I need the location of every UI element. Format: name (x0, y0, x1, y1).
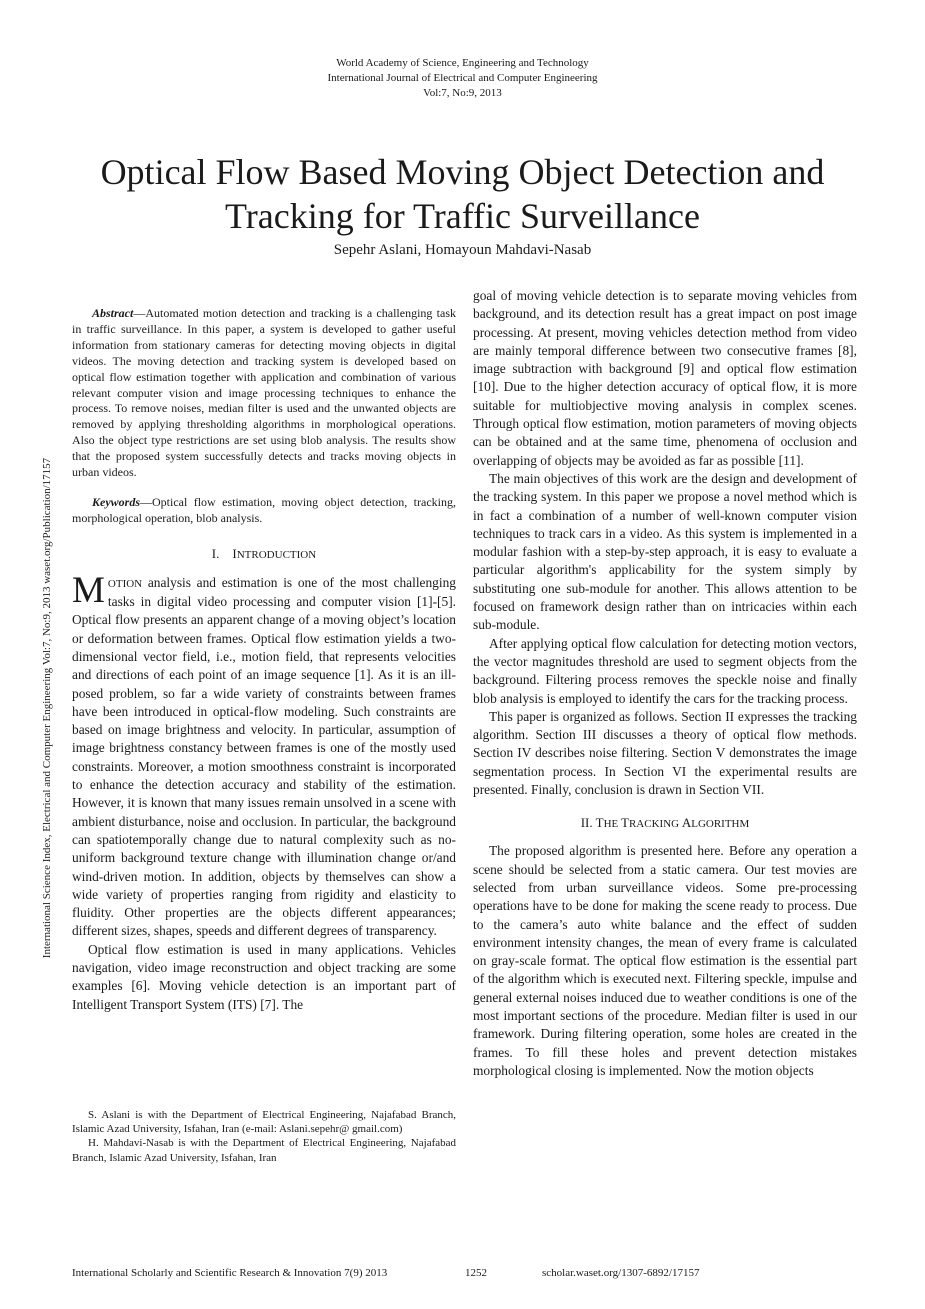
intro-paragraph-1-text: analysis and estimation is one of the most challenging tasks in digital video processing and computer vision [1]-[5]. Optical flow presents an apparent change of a moving object’s location or deformation between frames. Optical flow estimation yields a two-dimensional vector field, i.e., motion field, that represents velocities and directions of each point of an image sequence [1]. As it is an ill-posed problem, so far a wide variety of constraints between frames have been introduced in optical-flow modeling. Such constraints are based on image brightness and velocity. In particular, assumption of image brightness constancy between frames is one of the mostly used constraints. Moreover, a motion smoothness constraint is incorporated to enhance the detection accuracy and stability of the estimation. However, it is known that many issues remain unsolved in a scene with ambient disturbance, noise and occlusion. In particular, the background can spatiotemporally change due to natural complexity such as no-uniform background texture change with illumination change or/and wind-driven motion. In addition, objects by themselves can show a wide variety of properties ranging from rigidity and elasticity to fluidity. Other properties are the objects different appearances; different sizes, shapes, speeds and different degrees of transparency. (72, 574, 456, 939)
right-paragraph-2: The main objectives of this work are the design and development of the tracking system. In this paper we propose a novel method which is in fact a combination of a number of well-known computer vision techniques to track cars in a video. As this system is implemented in a modular fashion with a step-by-step approach, it is easy to evaluate a particular algorithm's applicability for the system simply by substituting one sub-module for another. This allows attention to be focused on framework design rather than on intricacies within each sub-module. (473, 470, 857, 633)
right-paragraph-1: goal of moving vehicle detection is to separate moving vehicles from background, and its detection result has a great impact on post image processing. At present, moving vehicles detection method from video are mainly temporal difference between two consecutive frames [8], image subtraction with background [9] and optical flow estimation [10]. Due to the higher detection accuracy of optical flow, it is more suitable for multiobjective moving analysis in complex scenes. Through optical flow estimation, motion parameters of moving objects can be obtained and at the same time, phenomena of occlusion and overlapping of objects may be avoided as far as possible [11]. (473, 288, 857, 468)
intro-paragraph-2: Optical flow estimation is used in many applications. Vehicles navigation, video image reconstruction and object tracking are some examples [6]. Moving vehicle detection is an important part of Intelligent Transport System (ITS) [7]. The (72, 941, 456, 1012)
footnote-1: S. Aslani is with the Department of Electrical Engineering, Najafabad Branch, Islamic Azad University, Isfahan, Iran (e-mail: Aslani.sepehr@ gmail.com) (72, 1109, 456, 1136)
header-line-2: International Journal of Electrical and Computer Engineering (327, 72, 598, 84)
section-2-word-1: HE (603, 818, 622, 831)
right-paragraph-4: This paper is organized as follows. Section II expresses the tracking algorithm. Section III discusses a theory of optical flow methods. Section IV describes noise filtering. Section V demonstrates the image segmentation process. In Section VI the experimental results are presented. Finally, conclusion is drawn in Section VII. (473, 708, 857, 798)
right-paragraph-3: After applying optical flow calculation for detecting motion vectors, the vector magnitudes threshold are used to segment objects from the background. Filtering process removes the speckle noise and finally blob analysis is employed to identify the cars for the tracking process. (473, 635, 857, 706)
section-2-initial-3: A (681, 815, 692, 831)
intro-lead-word: OTION (107, 577, 143, 590)
section-1-initial: I (232, 545, 237, 561)
abstract-label: Abstract (92, 306, 134, 320)
abstract-text: —Automated motion detection and tracking is a challenging task in traffic surveillance. In this paper, a system is developed to gather useful information from stationary cameras for detecting moving objects in digital videos. The moving detection and tracking system is developed based on optical flow estimation together with application and combination of various relevant computer vision and image processing techniques to enhance the process. To remove noises, median filter is used and the unwanted objects are removed by applying thresholding algorithms in morphological operations. Also the object type restrictions are set using blob analysis. The results show that the proposed system successfully detects and tracks moving objects in urban videos. (72, 306, 456, 480)
keywords-label: Keywords (92, 494, 140, 509)
journal-header (0, 56, 925, 101)
footnote-2: H. Mahdavi-Nasab is with the Department of Electrical Engineering, Najafabad Branch, Islamic Azad University, Isfahan, Iran (72, 1137, 456, 1164)
keywords-text: —Optical flow estimation, moving object detection, tracking, morphological operation, blob analysis. (72, 494, 456, 525)
header-line-3: Vol:7, No:9, 2013 (423, 87, 502, 99)
section-2-initial-1: T (595, 815, 604, 831)
footnotes (72, 1108, 456, 1165)
abstract (72, 306, 456, 481)
section-1-rest: NTRODUCTION (236, 548, 317, 561)
section-heading-introduction (72, 546, 456, 562)
section-heading-tracking-algorithm (473, 815, 857, 831)
page-number: 1252 (465, 1267, 487, 1279)
section-2-initial-2: T (621, 815, 629, 831)
authors: Sepehr Aslani, Homayoun Mahdavi-Nasab (333, 242, 592, 258)
title-line-2: Tracking for Traffic Surveillance (225, 196, 700, 236)
sidebar-citation: International Science Index, Electrical and Computer Engineering Vol:7, No:9, 2013 waset.org/Publication/17157 (41, 457, 53, 959)
right-column (473, 287, 857, 1080)
footer-right-link[interactable]: scholar.waset.org/1307-6892/17157 (542, 1267, 700, 1279)
section-2-word-3: LGORITHM (691, 818, 750, 831)
section-2-numeral: II. (580, 815, 593, 831)
right-paragraph-5: The proposed algorithm is presented here. Before any operation a scene should be selected from a static camera. Our test movies are selected from urban surveillance videos. Some pre-processing operations have to be done for making the scene ready to process. Due to the camera’s auto white balance and the effect of sudden environment intensity changes, the mean of every frame is calculated on gray-scale format. The optical flow estimation is the essential part of the algorithm which is executed next. Filtering speckle, impulse and general external noises induced due to weather conditions is one of the most important sections of the procedure. Median filter is used in our framework. During filtering operation, some holes are created in the frames. To fill these holes and prevent detection mistakes morphological closing is implemented. Now the motion objects (473, 843, 857, 1078)
header-line-1: World Academy of Science, Engineering and Technology (336, 57, 589, 69)
title-line-1: Optical Flow Based Moving Object Detection and (100, 152, 825, 192)
paper-title (40, 150, 885, 238)
drop-cap: M (72, 569, 105, 611)
section-1-numeral: I. (211, 545, 220, 561)
section-2-word-2: RACKING (628, 818, 682, 831)
footer-left: International Scholarly and Scientific Research & Innovation 7(9) 2013 (72, 1267, 388, 1279)
intro-paragraph-1 (72, 569, 456, 941)
keywords (72, 495, 456, 527)
left-column (72, 306, 456, 1014)
